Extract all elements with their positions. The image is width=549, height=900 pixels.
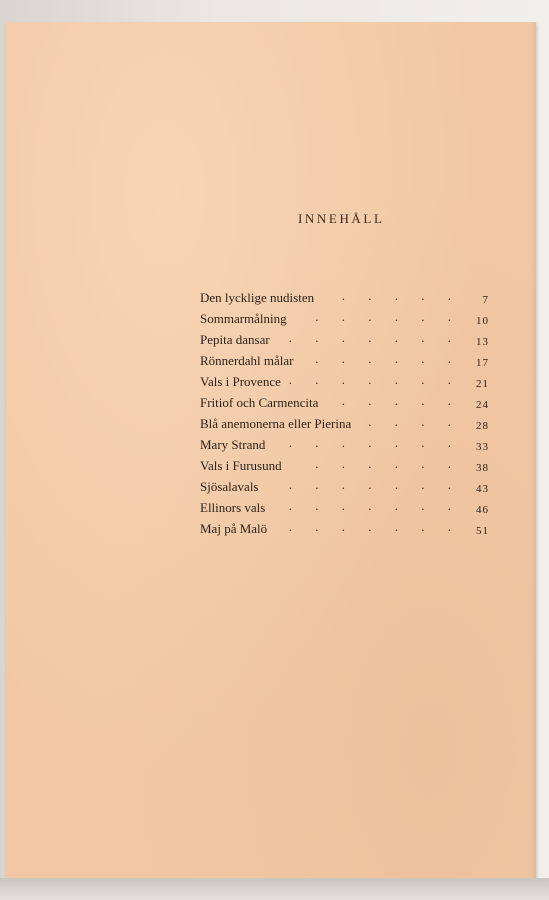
page-edge-shadow [530,22,536,878]
toc-entry [195,309,491,330]
toc-entry-leader-dots: . . . . . . [315,456,461,471]
toc-entry [195,456,491,477]
toc-entry-title: Den lycklige nudisten [200,290,315,305]
toc-entry-page-number: 33 [476,441,489,453]
toc-entry-title: Sommarmålning [200,311,287,326]
toc-entry-page-number: 28 [476,420,489,432]
toc-entry-page-number: 7 [482,294,489,306]
toc-entry-title: Rönnerdahl målar [200,353,294,368]
toc-entry-title: Blå anemonerna eller Pierina [200,416,352,431]
toc-entry-leader-dots: . . . . . . . [288,519,461,534]
toc-entry [195,372,491,393]
toc-entry-page-number: 10 [476,315,489,327]
toc-entry-title: Mary Strand [200,437,266,452]
toc-entry-title: Ellinors vals [200,500,266,515]
toc-entry-page-number: 21 [476,378,489,390]
page-title: INNEHÅLL [298,211,385,226]
toc-entry-leader-dots: . . . . . . . [288,330,461,345]
toc-entry-leader-dots: . . . . . [341,288,461,303]
toc-entry [195,477,491,498]
toc-entry-leader-dots: . . . . . . [315,351,461,366]
scan-bottom-edge [0,878,549,900]
toc-entry [195,288,491,309]
toc-entry-title: Vals i Furusund [200,458,282,473]
toc-entry-leader-dots: . . . . [368,414,461,429]
toc-entry-title: Sjösalavals [200,479,259,494]
toc-entry-leader-dots: . . . . . . . [288,372,461,387]
toc-entry-page-number: 46 [476,504,489,516]
toc-entry-leader-dots: . . . . . . [315,309,461,324]
toc-entry-page-number: 38 [476,462,489,474]
toc-entry [195,351,491,372]
toc-entry [195,330,491,351]
toc-entry-page-number: 13 [476,336,489,348]
toc-entry [195,393,491,414]
toc-entry [195,435,491,456]
toc-entry-page-number: 51 [476,525,489,537]
toc-entry-leader-dots: . . . . . . . [288,498,461,513]
toc-entry-page-number: 43 [476,483,489,495]
table-of-contents [195,288,491,540]
toc-entry [195,414,491,435]
toc-entry [195,498,491,519]
toc-entry-title: Pepita dansar [200,332,270,347]
toc-entry-page-number: 24 [476,399,489,411]
toc-entry-title: Vals i Provence [200,374,281,389]
toc-entry-title: Maj på Malö [200,521,268,536]
toc-entry-leader-dots: . . . . . [341,393,461,408]
toc-entry-leader-dots: . . . . . . . [288,477,461,492]
toc-entry-title: Fritiof och Carmencita [200,395,319,410]
toc-entry-page-number: 17 [476,357,489,369]
toc-entry [195,519,491,540]
toc-entry-leader-dots: . . . . . . . [288,435,461,450]
